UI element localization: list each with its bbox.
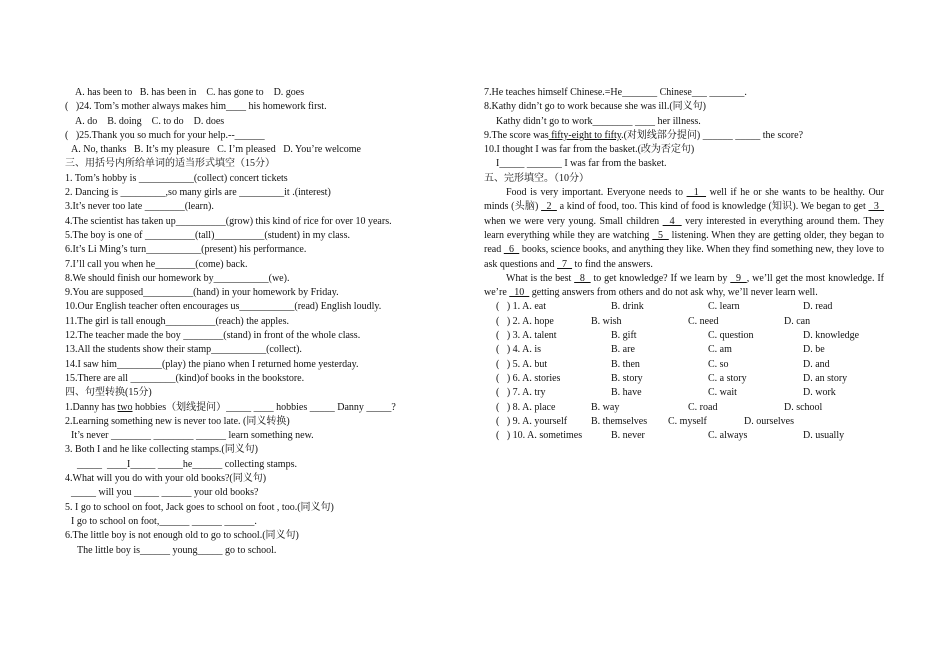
- text-line: I go to school on foot,______ ______ ______.: [71, 515, 257, 527]
- option-d: D. and: [803, 358, 830, 370]
- passage-text: books, science books, and anything they like. When they find something new, they love to ask questions and: [484, 244, 884, 270]
- option-b: B. are: [611, 344, 635, 356]
- option-c: C. so: [708, 358, 729, 370]
- blank-number: 6: [503, 244, 520, 256]
- option-d: D. knowledge: [803, 330, 860, 342]
- option-q: ( ) 3. A. talent: [496, 330, 557, 342]
- q9-after: .(对划线部分提问) ______ _____ the score?: [621, 129, 804, 141]
- q9-before: 9.The score was: [484, 129, 549, 141]
- left-column: [65, 86, 445, 558]
- transform-q1: [65, 401, 445, 415]
- text-line: 6.The little boy is not enough old to go to school.(同义句): [65, 530, 299, 542]
- left-lines: [65, 86, 445, 401]
- option-row: [484, 315, 884, 329]
- option-row: [484, 343, 884, 357]
- option-d: D. ourselves: [744, 415, 794, 427]
- option-b: B. gift: [611, 330, 637, 342]
- text-line: 10.I thought I was far from the basket.(改为否定句): [484, 144, 695, 156]
- text-line: 5. I go to school on foot, Jack goes to school on foot , too.(同义句): [65, 501, 334, 513]
- option-row: [484, 386, 884, 400]
- right-lines: [484, 86, 884, 129]
- text-line: 6.It’s Li Ming’s turn___________(present) his performance.: [65, 244, 307, 256]
- option-c: C. road: [688, 401, 718, 413]
- text-line: I_____ _______ I was far from the basket.: [496, 158, 667, 170]
- text-line: 2.Learning something new is never too late. (同义转换): [65, 415, 290, 427]
- passage-text: What is the best: [506, 272, 575, 284]
- option-c: C. am: [708, 344, 732, 356]
- text-line: ( )24. Tom’s mother always makes him____ his homework first.: [65, 101, 327, 113]
- text-line: 9.You are supposed__________(hand) in your homework by Friday.: [65, 287, 339, 299]
- option-q: ( ) 7. A. try: [496, 387, 546, 399]
- blank-number: 8: [574, 272, 591, 284]
- text-line: 3. Both I and he like collecting stamps.(同义句): [65, 444, 259, 456]
- blank-number: 10: [509, 287, 530, 299]
- left-lines-2: [65, 415, 445, 558]
- text-line: It’s never ________ ________ ______ learn something new.: [71, 430, 314, 442]
- option-c: C. question: [708, 330, 754, 342]
- option-row: [484, 300, 884, 314]
- option-b: B. drink: [611, 301, 644, 313]
- option-q: ( ) 1. A. eat: [496, 301, 546, 313]
- text-line: 5.The boy is one of __________(tall)__________(student) in my class.: [65, 229, 350, 241]
- cloze-options: [484, 300, 884, 443]
- option-row: [484, 429, 884, 443]
- text-line: 7.I’ll call you when he________(come) back.: [65, 258, 248, 270]
- option-c: C. wait: [708, 387, 737, 399]
- passage-text: listening. When they are getting older, they began to read: [484, 229, 885, 256]
- text-line: 13.All the students show their stamp___________(collect).: [65, 344, 302, 356]
- blank-number: 3: [868, 201, 885, 213]
- option-c: C. need: [688, 315, 719, 327]
- text-line: A. No, thanks B. It’s my pleasure C. I’m pleased D. You’re welcome: [71, 144, 361, 156]
- option-row: [484, 358, 884, 372]
- option-b: B. never: [611, 430, 645, 442]
- cloze-paragraph-1: [484, 186, 884, 272]
- blank-number: 4: [662, 215, 682, 227]
- option-b: B. wish: [591, 315, 622, 327]
- option-c: C. learn: [708, 301, 740, 313]
- transform-q9: [484, 129, 884, 143]
- text-line: _____ ____I_____ _____he______ collecting stamps.: [77, 458, 297, 470]
- text-line: Kathy didn’t go to work________ ____ her illness.: [496, 115, 701, 127]
- option-row: [484, 415, 884, 429]
- blank-number: 9: [730, 272, 747, 284]
- text-line: 三、用括号内所给单词的适当形式填空（15分）: [65, 158, 275, 170]
- text-line: 四、句型转换(15分): [65, 387, 152, 399]
- option-q: ( ) 8. A. place: [496, 401, 556, 413]
- text-line: 12.The teacher made the boy ________(stand) in front of the whole class.: [65, 330, 361, 342]
- text-line: The little boy is______ young_____ go to school.: [77, 544, 277, 556]
- right-column: [484, 86, 884, 443]
- text-line: 1. Tom’s hobby is ___________(collect) concert tickets: [65, 172, 288, 184]
- text-line: A. do B. doing C. to do D. does: [75, 115, 225, 127]
- text-line: 3.It’s never too late ________(learn).: [65, 201, 214, 213]
- text-line: ( )25.Thank you so much for your help.--______: [65, 129, 265, 141]
- text-line: 7.He teaches himself Chinese.=He_______ Chinese___ _______.: [484, 87, 747, 98]
- q9-underlined: fifty-eight to fifty: [548, 129, 622, 141]
- option-q: ( ) 6. A. stories: [496, 372, 561, 384]
- option-q: ( ) 9. A. yourself: [496, 415, 568, 427]
- passage-text: very interested in everything around them. They learn everything while they are watching: [484, 215, 884, 241]
- text-line: A. has been to B. has been in C. has gone to D. goes: [75, 87, 305, 98]
- option-row: [484, 372, 884, 386]
- option-row: [484, 329, 884, 343]
- option-d: D. usually: [803, 430, 845, 442]
- passage-text: getting answers from others and do not ask why, we’ll never learn well.: [529, 287, 818, 299]
- blank-number: 2: [541, 201, 557, 213]
- text-line: 2. Dancing is _________,so many girls are _________it .(interest): [65, 187, 331, 199]
- text-line: 14.I saw him_________(play) the piano when I returned home yesterday.: [65, 358, 359, 370]
- option-b: B. themselves: [591, 415, 648, 427]
- option-d: D. school: [784, 401, 823, 413]
- option-c: C. myself: [668, 415, 707, 427]
- q1-after: hobbies（划线提问）_____ ____ hobbies _____ Danny _____?: [132, 401, 396, 413]
- passage-text: Food is very important. Everyone needs to: [506, 187, 687, 199]
- passage-text: , we’ll get the most knowledge. If we’re: [484, 272, 884, 299]
- text-line: 15.There are all _________(kind)of books in the bookstore.: [65, 372, 305, 384]
- option-q: ( ) 5. A. but: [496, 358, 548, 370]
- option-d: D. be: [803, 344, 825, 356]
- option-b: B. have: [611, 387, 642, 399]
- option-c: C. a story: [708, 372, 747, 384]
- text-line: 五、完形填空。（10分）: [484, 172, 589, 184]
- text-line: 8.We should finish our homework by___________(we).: [65, 272, 290, 284]
- option-c: C. always: [708, 430, 748, 442]
- text-line: 4.The scientist has taken up__________(grow) this kind of rice for over 10 years.: [65, 215, 392, 227]
- option-q: ( ) 2. A. hope: [496, 315, 554, 327]
- passage-text: when we were very young. Small children: [484, 215, 663, 227]
- q1-before: 1.Danny has: [65, 401, 118, 413]
- blank-number: 7: [557, 258, 573, 270]
- cloze-paragraph-2: [484, 272, 884, 301]
- option-b: B. way: [591, 401, 620, 413]
- passage-text: to find the answers.: [572, 258, 653, 270]
- right-lines-2: [484, 143, 884, 186]
- option-row: [484, 401, 884, 415]
- option-q: ( ) 10. A. sometimes: [496, 430, 583, 442]
- blank-number: 1: [686, 187, 707, 199]
- text-line: 4.What will you do with your old books?(同义句): [65, 473, 267, 485]
- text-line: _____ will you _____ ______ your old books?: [71, 487, 259, 499]
- option-b: B. story: [611, 372, 643, 384]
- blank-number: 5: [652, 229, 669, 241]
- option-d: D. read: [803, 301, 833, 313]
- q1-underlined: two: [117, 401, 133, 413]
- passage-text: a kind of food, too. This kind of food is knowledge (知识). We began to get: [556, 201, 869, 213]
- passage-text: to get knowledge? If we learn by: [590, 272, 731, 284]
- option-d: D. an story: [803, 372, 848, 384]
- passage-text: well if he or she wants to be healthy. Our minds (头脑): [484, 187, 884, 213]
- text-line: 10.Our English teacher often encourages us___________(read) English loudly.: [65, 301, 382, 313]
- option-b: B. then: [611, 358, 640, 370]
- text-line: 11.The girl is tall enough__________(reach) the apples.: [65, 315, 290, 327]
- option-d: D. can: [784, 315, 811, 327]
- option-q: ( ) 4. A. is: [496, 344, 541, 356]
- text-line: 8.Kathy didn’t go to work because she was ill.(同义句): [484, 101, 706, 113]
- option-d: D. work: [803, 387, 836, 399]
